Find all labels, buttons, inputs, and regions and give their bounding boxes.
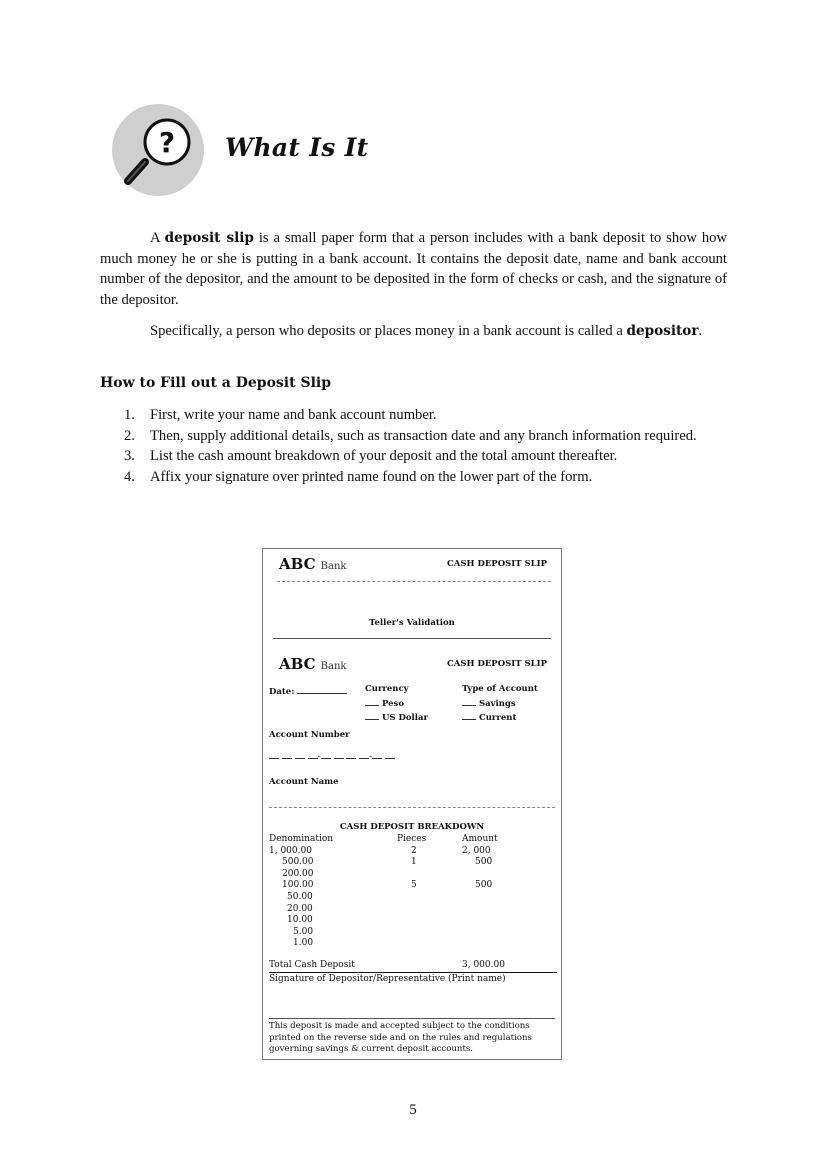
denomination: 10.00 bbox=[287, 915, 313, 926]
divider bbox=[273, 638, 551, 639]
cut-line bbox=[277, 581, 551, 582]
step-number: 2. bbox=[124, 427, 135, 444]
signature-label: Signature of Depositor/Representative (Print name) bbox=[269, 974, 506, 984]
list-item bbox=[100, 446, 727, 467]
currency-group bbox=[365, 684, 428, 725]
pieces: 2 bbox=[411, 845, 417, 856]
table-row bbox=[269, 915, 549, 927]
denomination: 200.00 bbox=[282, 868, 314, 879]
account-name-line bbox=[269, 807, 555, 808]
intro-paragraph bbox=[100, 228, 727, 311]
account-number-blanks: - - bbox=[269, 749, 395, 762]
step-text: List the cash amount breakdown of your deposit and the total amount thereafter. bbox=[150, 448, 618, 464]
option-label: Current bbox=[478, 713, 517, 723]
denomination: 100.00 bbox=[282, 880, 314, 891]
step-number: 1. bbox=[124, 407, 135, 423]
bank-abbr: ABC bbox=[279, 655, 316, 673]
table-header bbox=[269, 834, 549, 846]
tellers-validation-label: Teller's Validation bbox=[369, 618, 455, 628]
step-text: First, write your name and bank account number. bbox=[150, 407, 437, 423]
date-blank bbox=[297, 684, 347, 694]
bank-name bbox=[279, 654, 346, 673]
bank-word: Bank bbox=[320, 661, 347, 672]
amount: 2, 000 bbox=[462, 845, 491, 856]
denomination: 50.00 bbox=[287, 891, 313, 902]
denomination: 500.00 bbox=[282, 857, 314, 868]
how-to-heading: How to Fill out a Deposit Slip bbox=[100, 375, 331, 391]
list-item bbox=[100, 467, 727, 488]
breakdown-title: CASH DEPOSIT BREAKDOWN bbox=[339, 822, 485, 832]
bank-word: Bank bbox=[320, 561, 347, 572]
list-item bbox=[100, 426, 727, 447]
table-row bbox=[269, 869, 549, 881]
account-type-label: Type of Account bbox=[462, 684, 538, 694]
signature-line bbox=[269, 1018, 555, 1019]
amount: 500 bbox=[475, 880, 493, 891]
page-number: 5 bbox=[409, 1102, 417, 1118]
step-number: 4. bbox=[124, 468, 135, 485]
total-value: 3, 000.00 bbox=[462, 960, 505, 970]
table-row bbox=[269, 846, 549, 858]
currency-option-usd bbox=[365, 710, 428, 725]
slip-title: CASH DEPOSIT SLIP bbox=[446, 659, 547, 669]
list-item bbox=[100, 405, 727, 426]
column-header: Pieces bbox=[397, 834, 427, 844]
breakdown-table bbox=[269, 834, 549, 950]
denomination: 20.00 bbox=[287, 903, 313, 914]
slip-title: CASH DEPOSIT SLIP bbox=[446, 559, 547, 569]
step-text: Then, supply additional details, such as transaction date and any branch information required. bbox=[150, 427, 697, 444]
account-name-label: Account Name bbox=[269, 777, 339, 787]
term-deposit-slip: deposit slip bbox=[164, 230, 254, 246]
option-label: Savings bbox=[478, 698, 516, 709]
denomination: 1, 000.00 bbox=[269, 845, 312, 856]
bank-name bbox=[279, 554, 346, 573]
date-field bbox=[269, 684, 347, 697]
denomination: 1.00 bbox=[293, 938, 314, 949]
table-row bbox=[269, 892, 549, 904]
paragraph-text: A bbox=[150, 230, 165, 246]
pieces: 1 bbox=[411, 857, 417, 868]
total-row bbox=[269, 960, 555, 972]
svg-text:?: ? bbox=[158, 126, 176, 159]
table-row bbox=[269, 857, 549, 869]
deposit-slip-figure bbox=[262, 548, 562, 1060]
magnifier-question-icon bbox=[112, 104, 204, 196]
option-label: Peso bbox=[381, 698, 404, 709]
option-label: US Dollar bbox=[381, 713, 428, 723]
table-row bbox=[269, 904, 549, 916]
currency-option-peso bbox=[365, 696, 428, 711]
denomination: 5.00 bbox=[293, 926, 314, 937]
total-underline bbox=[269, 972, 557, 973]
pieces: 5 bbox=[411, 880, 417, 891]
paragraph-text: is a small paper form that a person includes with a bank deposit to show how much money he or she is putting in a bank account. It contains the deposit date, name and bank account number of the depositor, and the amount to be deposited in the form of checks or cash, and the signature of the depositor. bbox=[100, 230, 727, 309]
table-row bbox=[269, 927, 549, 939]
steps-list bbox=[100, 405, 727, 487]
paragraph-text: Specifically, a person who deposits or places money in a bank account is called a bbox=[150, 323, 627, 339]
depositor-paragraph bbox=[100, 321, 727, 342]
column-header: Amount bbox=[462, 834, 498, 844]
account-number-label: Account Number bbox=[269, 730, 350, 740]
total-label: Total Cash Deposit bbox=[269, 960, 355, 970]
account-type-option-current bbox=[462, 710, 538, 725]
section-title: What Is It bbox=[225, 133, 369, 162]
amount: 500 bbox=[475, 857, 493, 868]
table-row bbox=[269, 880, 549, 892]
currency-label: Currency bbox=[365, 684, 409, 694]
table-row bbox=[269, 938, 549, 950]
disclaimer-text: This deposit is made and accepted subject to the conditions printed on the reverse side and on the rules and regulations governing savings & current deposit accounts. bbox=[269, 1021, 532, 1055]
account-type-option-savings bbox=[462, 696, 538, 711]
step-text: Affix your signature over printed name found on the lower part of the form. bbox=[150, 468, 593, 485]
bank-abbr: ABC bbox=[279, 555, 316, 573]
step-number: 3. bbox=[124, 448, 135, 464]
date-label: Date: bbox=[269, 687, 295, 697]
account-type-group bbox=[462, 684, 538, 725]
paragraph-text: . bbox=[698, 323, 703, 339]
column-header: Denomination bbox=[269, 834, 334, 844]
term-depositor: depositor bbox=[626, 323, 699, 339]
